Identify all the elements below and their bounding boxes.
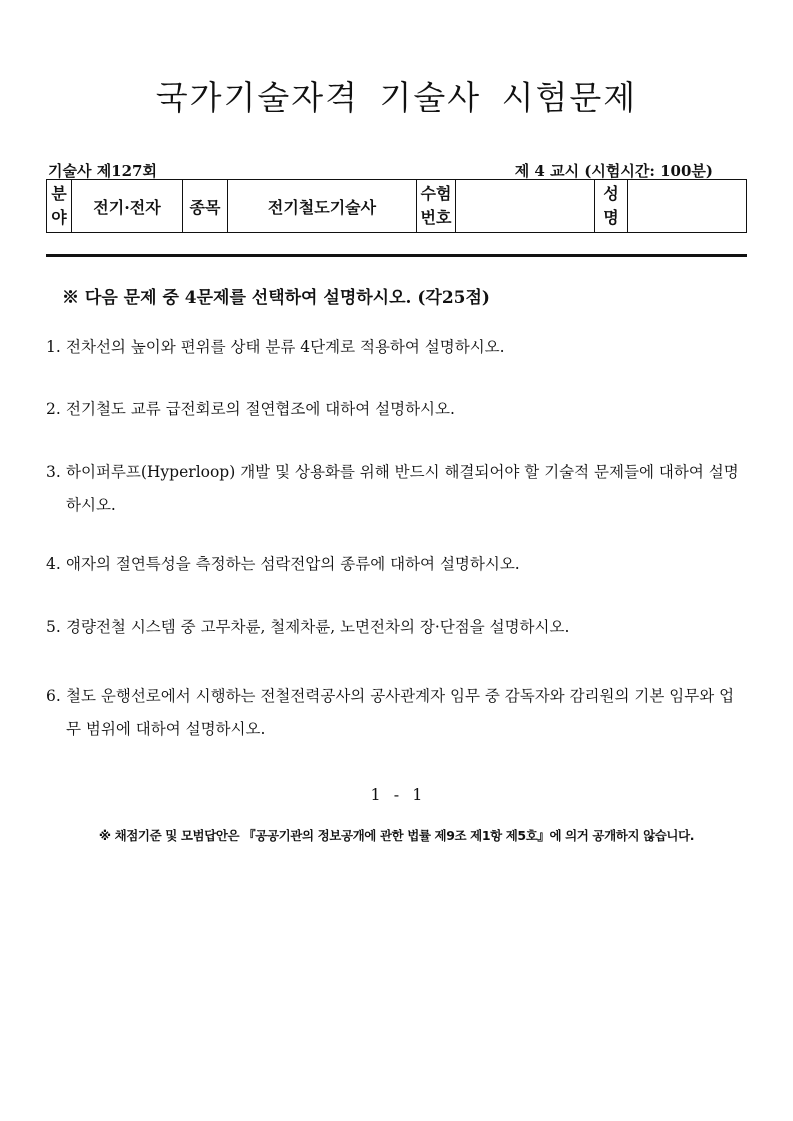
page-number: 1 - 1 [370, 785, 423, 804]
field-label-top: 분 [51, 184, 67, 203]
exam-info-table [46, 179, 747, 233]
type-value: 전기철도기술사 [228, 180, 417, 233]
question-number: 3. [46, 463, 61, 481]
question-number: 6. [46, 687, 61, 705]
question-item [46, 331, 748, 364]
question-item [46, 456, 748, 522]
field-label-bottom: 야 [51, 208, 67, 227]
name-field[interactable] [628, 180, 747, 233]
reg-label-bottom: 번호 [420, 208, 452, 227]
question-item [46, 548, 748, 581]
question-text: 전기철도 교류 급전회로의 절연협조에 대하여 설명하시오. [66, 400, 455, 418]
instruction: ※ 다음 문제 중 4문제를 선택하여 설명하시오. (각25점) [62, 288, 490, 308]
question-item [46, 393, 748, 426]
type-label: 종목 [183, 180, 228, 233]
question-number: 5. [46, 618, 61, 636]
name-label-bottom: 명 [603, 208, 619, 227]
reg-label-cell [417, 180, 456, 233]
page-title: 국가기술자격 기술사 시험문제 [155, 78, 638, 117]
question-text: 철도 운행선로에서 시행하는 전철전력공사의 공사관계자 임무 중 감독자와 감리원의 기본 임무와 업무 범위에 대하여 설명하시오. [66, 687, 735, 738]
question-text: 하이퍼루프(Hyperloop) 개발 및 상용화를 위해 반드시 해결되어야 할 기술적 문제들에 대하여 설명하시오. [66, 463, 739, 514]
question-text: 애자의 절연특성을 측정하는 섬락전압의 종류에 대하여 설명하시오. [66, 555, 520, 573]
field-value: 전기·전자 [72, 180, 183, 233]
exam-category-round: 기술사 제127회 [48, 162, 157, 180]
question-number: 1. [46, 338, 61, 356]
question-text: 전차선의 높이와 편위를 상태 분류 4단계로 적용하여 설명하시오. [66, 338, 505, 356]
registration-number-field[interactable] [456, 180, 595, 233]
question-number: 4. [46, 555, 61, 573]
question-text: 경량전철 시스템 중 고무차륜, 철제차륜, 노면전차의 장·단점을 설명하시오. [66, 618, 570, 636]
exam-session: 제 4 교시 (시험시간: 100분) [514, 162, 713, 180]
name-label-cell [595, 180, 628, 233]
question-number: 2. [46, 400, 61, 418]
name-label-top: 성 [603, 184, 619, 203]
reg-label-top: 수험 [420, 184, 452, 203]
disclosure-notice: ※ 채점기준 및 모범답안은 『공공기관의 정보공개에 관한 법률 제9조 제1항 제5호』에 의거 공개하지 않습니다. [98, 828, 695, 843]
divider [46, 254, 747, 257]
question-item [46, 680, 748, 746]
question-item [46, 611, 748, 644]
field-label-cell [47, 180, 72, 233]
